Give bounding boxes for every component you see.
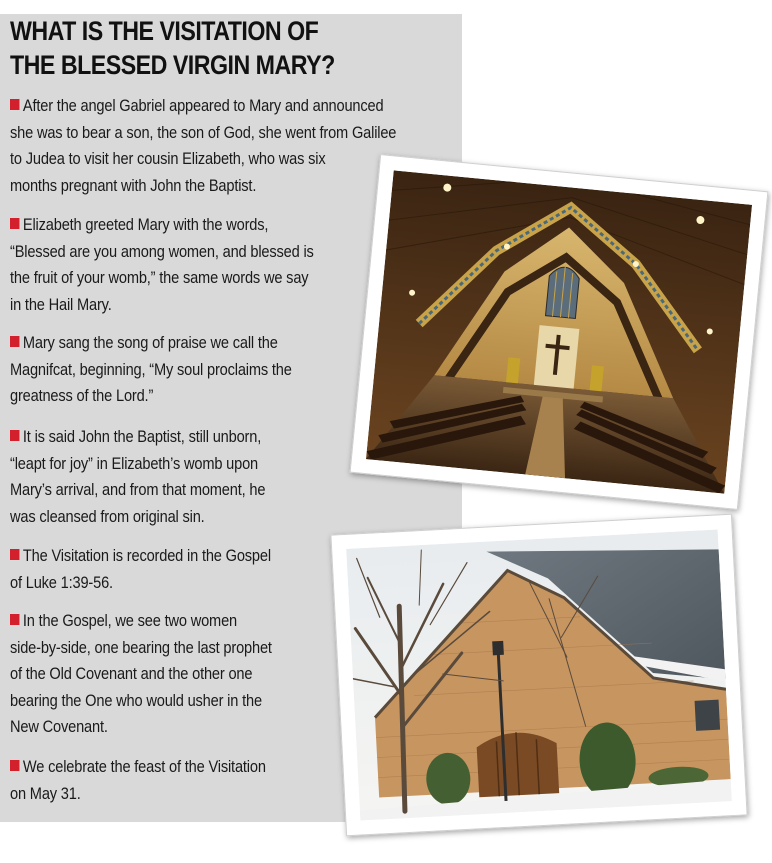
bullet-item [10, 212, 314, 318]
bullet-text: “leapt for joy” in Elizabeth’s womb upon [10, 453, 259, 473]
bullet-text: she was to bear a son, the son of God, she went from Galilee [10, 122, 397, 142]
bullet-text: of Luke 1:39-56. [10, 572, 113, 592]
bullet-square-icon [10, 760, 19, 771]
church-exterior-image [346, 529, 732, 820]
bullet-text: We celebrate the feast of the Visitation [22, 757, 266, 776]
title-line-1: WHAT IS THE VISITATION OF [10, 16, 319, 46]
bullet-text: to Judea to visit her cousin Elizabeth, who was six [10, 149, 326, 168]
bullet-text: New Covenant. [10, 717, 108, 736]
bullet-text: Mary sang the song of praise we call the [22, 333, 278, 352]
bullet-item [10, 754, 266, 807]
bullet-square-icon [10, 218, 19, 229]
article-title [10, 14, 388, 82]
bullet-square-icon [10, 99, 19, 110]
bullet-text: “Blessed are you among women, and blessed is [10, 241, 314, 261]
bullet-text: Magnifcat, beginning, “My soul proclaims the [10, 359, 292, 379]
bullet-text: was cleansed from original sin. [10, 506, 205, 526]
bullet-square-icon [10, 549, 19, 560]
bullet-item [10, 424, 265, 530]
bullet-item [10, 330, 292, 410]
church-exterior-photo [330, 514, 747, 837]
bullet-text: Elizabeth greeted Mary with the words, [22, 215, 269, 234]
bullet-text: side-by-side, one bearing the last prophet [10, 637, 272, 657]
bullet-item [10, 543, 271, 596]
church-interior-photo [350, 154, 769, 510]
bullet-text: bearing the One who would usher in the [10, 690, 262, 710]
bullet-text: the fruit of your womb,” the same words we say [10, 268, 309, 287]
bullet-square-icon [10, 614, 19, 625]
bullet-square-icon [10, 336, 19, 347]
bullet-text: In the Gospel, we see two women [22, 611, 237, 630]
bullet-item [10, 93, 396, 199]
church-interior-image [366, 170, 752, 493]
bullet-item [10, 608, 272, 741]
bullet-text: on May 31. [10, 783, 81, 803]
bullet-text: It is said John the Baptist, still unborn, [22, 427, 262, 446]
bullet-text: months pregnant with John the Baptist. [10, 175, 257, 195]
bullet-text: After the angel Gabriel appeared to Mary and announced [22, 96, 384, 115]
bullet-text: in the Hail Mary. [10, 294, 112, 314]
title-line-2: THE BLESSED VIRGIN MARY? [10, 50, 335, 80]
bullet-square-icon [10, 430, 19, 441]
bullet-text: The Visitation is recorded in the Gospel [22, 546, 271, 565]
bullet-text: greatness of the Lord.” [10, 386, 154, 405]
bullet-text: Mary’s arrival, and from that moment, he [10, 480, 266, 499]
bullet-text: of the Old Covenant and the other one [10, 664, 253, 683]
